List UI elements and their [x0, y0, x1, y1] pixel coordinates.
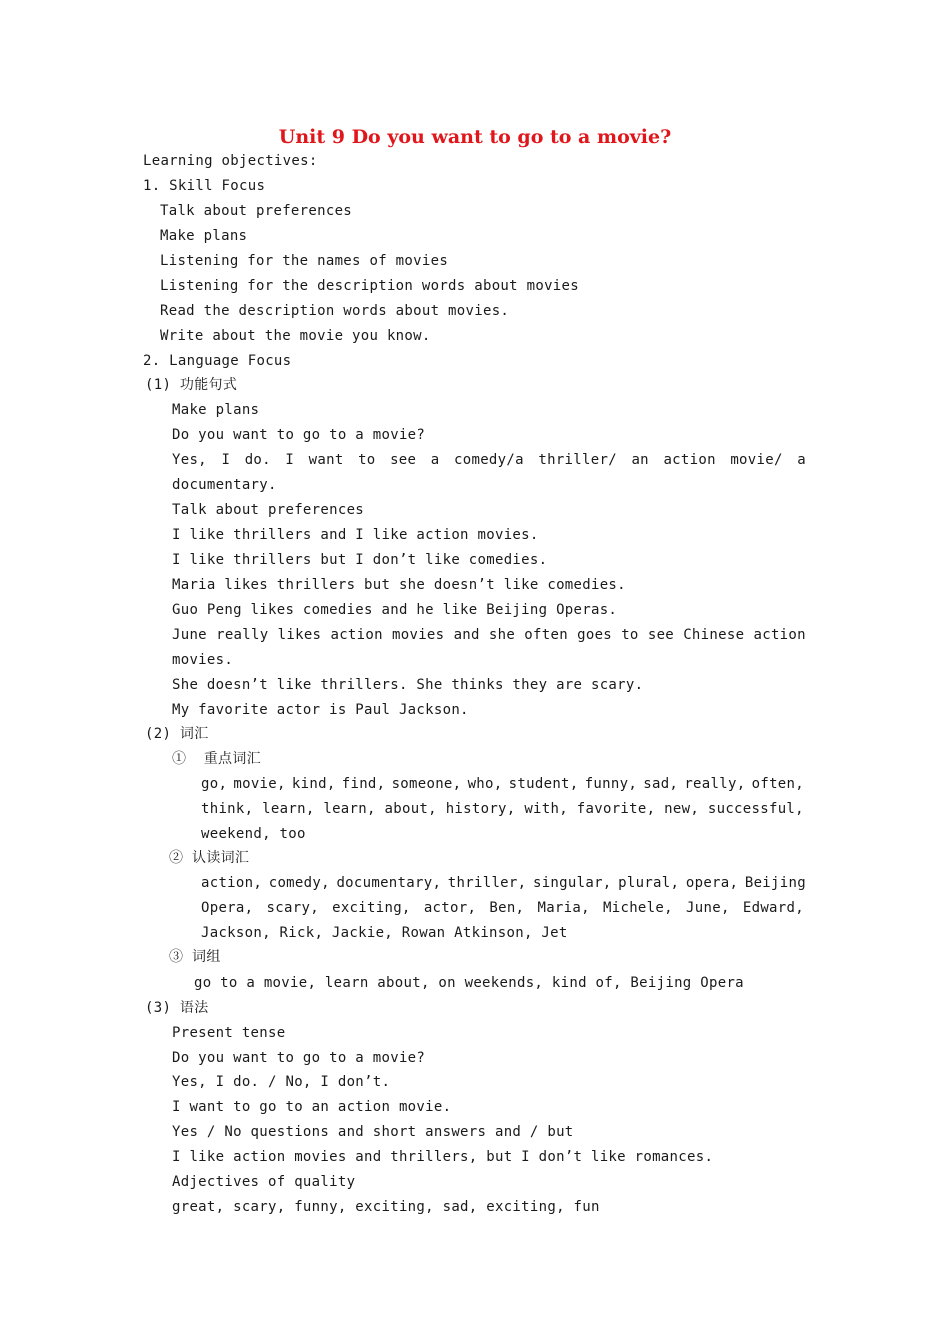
recognition-vocabulary-label: ② 认读词汇	[169, 850, 250, 866]
vocabulary-row: go, movie, kind, find, someone, who, student, funny, sad, really, often,	[201, 776, 804, 792]
example-sentence: My favorite actor is Paul Jackson.	[172, 702, 469, 718]
skill-focus-label: 1. Skill Focus	[143, 178, 266, 194]
vocabulary-row: weekend, too	[201, 826, 306, 842]
skill-item: Read the description words about movies.	[160, 303, 510, 319]
grammar-line: Do you want to go to a movie?	[172, 1050, 426, 1066]
vocabulary-row: Opera, scary, exciting, actor, Ben, Maria, Michele, June, Edward,	[201, 900, 804, 916]
skill-item: Write about the movie you know.	[160, 328, 431, 344]
grammar-line: I want to go to an action movie.	[172, 1099, 452, 1115]
example-sentence: movies.	[172, 652, 234, 668]
skill-item: Make plans	[160, 228, 248, 244]
grammar-line: great, scary, funny, exciting, sad, exciting, fun	[172, 1199, 600, 1215]
phrases-row: go to a movie, learn about, on weekends, kind of, Beijing Opera	[194, 975, 744, 991]
vocabulary-label: (2) 词汇	[145, 726, 209, 742]
talk-preferences-label: Talk about preferences	[172, 502, 365, 518]
example-sentence: She doesn’t like thrillers. She thinks they are scary.	[172, 677, 644, 693]
example-sentence: Do you want to go to a movie?	[172, 427, 426, 443]
learning-objectives-heading: Learning objectives:	[143, 153, 318, 169]
grammar-line: Present tense	[172, 1025, 286, 1041]
example-sentence: I like thrillers and I like action movies.	[172, 527, 539, 543]
example-sentence: Maria likes thrillers but she doesn’t like comedies.	[172, 577, 626, 593]
grammar-label: (3) 语法	[145, 1000, 209, 1016]
example-sentence: documentary.	[172, 477, 277, 493]
example-sentence-justified: Yes, I do. I want to see a comedy/a thriller/ an action movie/ a	[172, 452, 806, 468]
document-title: Unit 9 Do you want to go to a movie?	[278, 126, 672, 148]
key-vocabulary-label: ① 重点词汇	[172, 751, 261, 767]
phrases-label: ③ 词组	[169, 949, 221, 965]
functional-sentences-label: (1) 功能句式	[145, 377, 238, 393]
make-plans-label: Make plans	[172, 402, 260, 418]
example-sentence: I like thrillers but I don’t like comedies.	[172, 552, 548, 568]
language-focus-label: 2. Language Focus	[143, 353, 292, 369]
skill-item: Listening for the description words about movies	[160, 278, 579, 294]
example-sentence: Guo Peng likes comedies and he like Beijing Operas.	[172, 602, 618, 618]
example-sentence-justified: June really likes action movies and she often goes to see Chinese action	[172, 627, 806, 643]
vocabulary-row: think, learn, learn, about, history, with, favorite, new, successful,	[201, 801, 804, 817]
grammar-line: I like action movies and thrillers, but I don’t like romances.	[172, 1149, 714, 1165]
vocabulary-row: action, comedy, documentary, thriller, singular, plural, opera, Beijing	[201, 875, 806, 891]
grammar-line: Yes / No questions and short answers and / but	[172, 1124, 574, 1140]
grammar-line: Yes, I do. / No, I don’t.	[172, 1074, 391, 1090]
grammar-line: Adjectives of quality	[172, 1174, 356, 1190]
skill-item: Listening for the names of movies	[160, 253, 449, 269]
skill-item: Talk about preferences	[160, 203, 353, 219]
vocabulary-row: Jackson, Rick, Jackie, Rowan Atkinson, Jet	[201, 925, 568, 941]
